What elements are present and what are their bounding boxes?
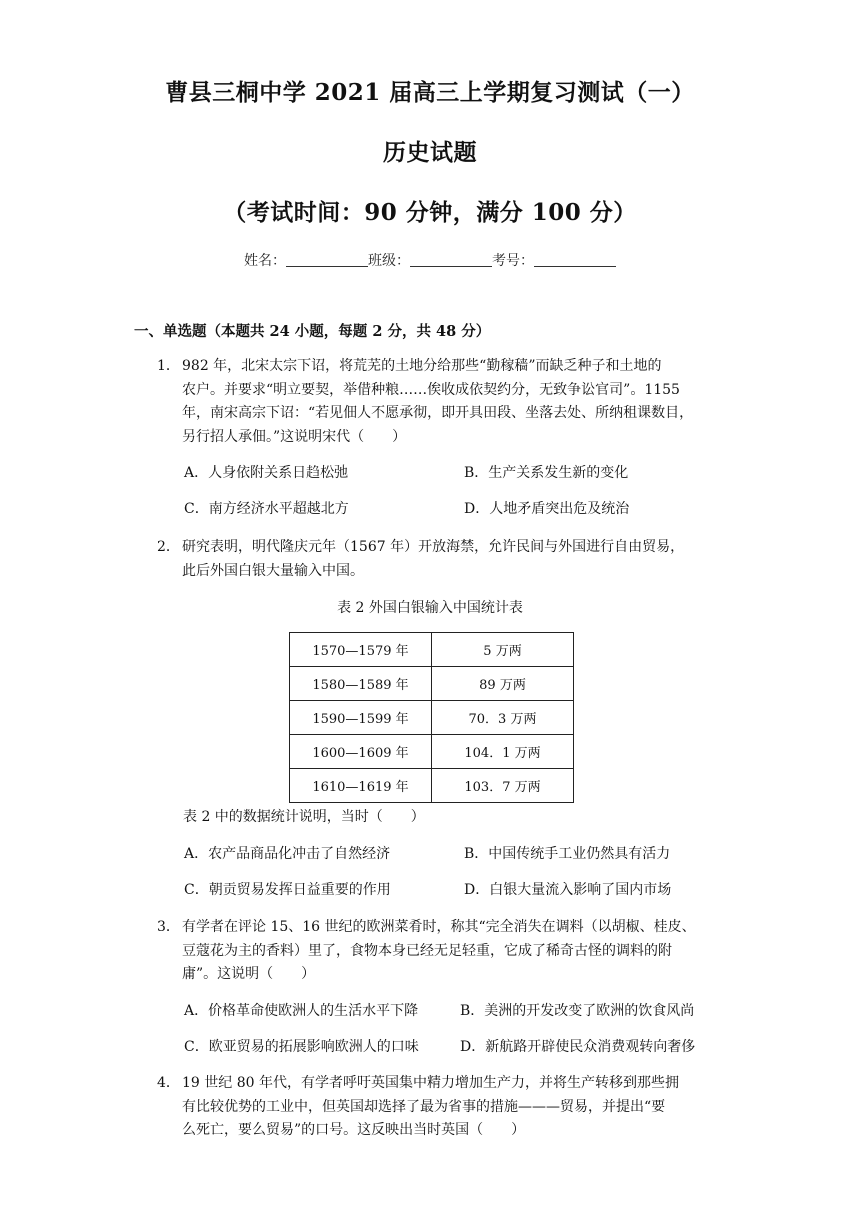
name-blank	[286, 252, 368, 267]
question-line: 19 世纪 80 年代，有学者呼吁英国集中精力增加生产力，并将生产转移到那些拥	[182, 1075, 679, 1091]
silver-import-table	[289, 632, 574, 803]
period-cell: 1590—1599 年	[290, 701, 432, 735]
option-b[interactable]: B．美洲的开发改变了欧洲的饮食风尚	[460, 1003, 695, 1019]
question-1	[157, 355, 720, 449]
table-caption: 表 2 外国白银输入中国统计表	[337, 600, 523, 616]
question-line: 农户。并要求“明立要契，举借种粮……俟收成依契约分，无致争讼官司”。1155	[182, 381, 680, 398]
option-a[interactable]: A．价格革命使欧洲人的生活水平下降	[184, 1003, 419, 1019]
option-d[interactable]: D．人地矛盾突出危及统治	[464, 501, 630, 517]
amount-cell: 5 万两	[432, 633, 574, 667]
period-cell: 1610—1619 年	[290, 769, 432, 803]
amount-cell: 70．3 万两	[432, 701, 574, 735]
option-c[interactable]: C．朝贡贸易发挥日益重要的作用	[184, 882, 391, 898]
exam-title: 曹县三桐中学 2021 届高三上学期复习测试（一）	[165, 79, 695, 106]
class-label: 班级：	[368, 253, 410, 269]
question-line: 豆蔻花为主的香料）里了，食物本身已经无足轻重，它成了稀奇古怪的调料的附	[182, 942, 672, 959]
question-4	[157, 1072, 720, 1143]
option-a[interactable]: A．人身依附关系日趋松弛	[184, 465, 349, 481]
question-number: 2．	[157, 539, 180, 555]
table-row	[290, 701, 574, 735]
question-2	[157, 536, 720, 583]
option-d[interactable]: D．新航路开辟使民众消费观转向奢侈	[460, 1039, 696, 1055]
option-b[interactable]: B．生产关系发生新的变化	[464, 465, 629, 481]
table-row	[290, 667, 574, 701]
student-info-line	[0, 250, 860, 270]
exam-no-label: 考号：	[492, 253, 534, 269]
option-c[interactable]: C．欧亚贸易的拓展影响欧洲人的口味	[184, 1039, 419, 1055]
question-line: 有学者在评论 15、16 世纪的欧洲菜肴时，称其“完全消失在调料（以胡椒、桂皮、	[182, 919, 696, 935]
question-number: 4．	[157, 1075, 180, 1091]
section-title: 一、单选题（本题共 24 小题，每题 2 分，共 48 分）	[134, 323, 491, 340]
option-c[interactable]: C．南方经济水平超越北方	[184, 501, 349, 517]
question-line: 庸”。这说明（ ）	[182, 966, 316, 982]
question-number: 1．	[157, 358, 180, 374]
question-line: 另行招人承佃。”这说明宋代（ ）	[182, 428, 407, 445]
question-2-prompt: 表 2 中的数据统计说明，当时（ ）	[183, 809, 425, 825]
amount-cell: 89 万两	[432, 667, 574, 701]
amount-cell: 103．7 万两	[432, 769, 574, 803]
question-number: 3．	[157, 919, 180, 935]
question-3	[157, 916, 720, 987]
period-cell: 1600—1609 年	[290, 735, 432, 769]
exam-no-blank	[534, 252, 616, 267]
option-b[interactable]: B．中国传统手工业仍然具有活力	[464, 846, 671, 862]
question-line: 研究表明，明代隆庆元年（1567 年）开放海禁，允许民间与外国进行自由贸易，	[182, 539, 685, 555]
class-blank	[410, 252, 492, 267]
table-row	[290, 769, 574, 803]
question-line: 么死亡，要么贸易”的口号。这反映出当时英国（ ）	[182, 1122, 526, 1138]
option-a[interactable]: A．农产品商品化冲击了自然经济	[184, 846, 391, 862]
table-row	[290, 735, 574, 769]
question-line: 有比较优势的工业中，但英国却选择了最为省事的措施———贸易，并提出“要	[182, 1098, 666, 1115]
question-line: 年，南宋高宗下诏：“若见佃人不愿承彻，即开具田段、坐落去处、所纳租课数目，	[182, 405, 694, 421]
exam-duration-title: （考试时间：90 分钟，满分 100 分）	[223, 199, 637, 226]
name-label: 姓名：	[244, 253, 286, 269]
option-d[interactable]: D．白银大量流入影响了国内市场	[464, 882, 672, 898]
period-cell: 1570—1579 年	[290, 633, 432, 667]
period-cell: 1580—1589 年	[290, 667, 432, 701]
subject-title: 历史试题	[383, 139, 477, 166]
question-line: 982 年，北宋太宗下诏，将荒芜的土地分给那些“勤稼穑”而缺乏种子和土地的	[182, 358, 662, 374]
table-row	[290, 633, 574, 667]
question-line: 此后外国白银大量输入中国。	[182, 562, 364, 579]
amount-cell: 104．1 万两	[432, 735, 574, 769]
